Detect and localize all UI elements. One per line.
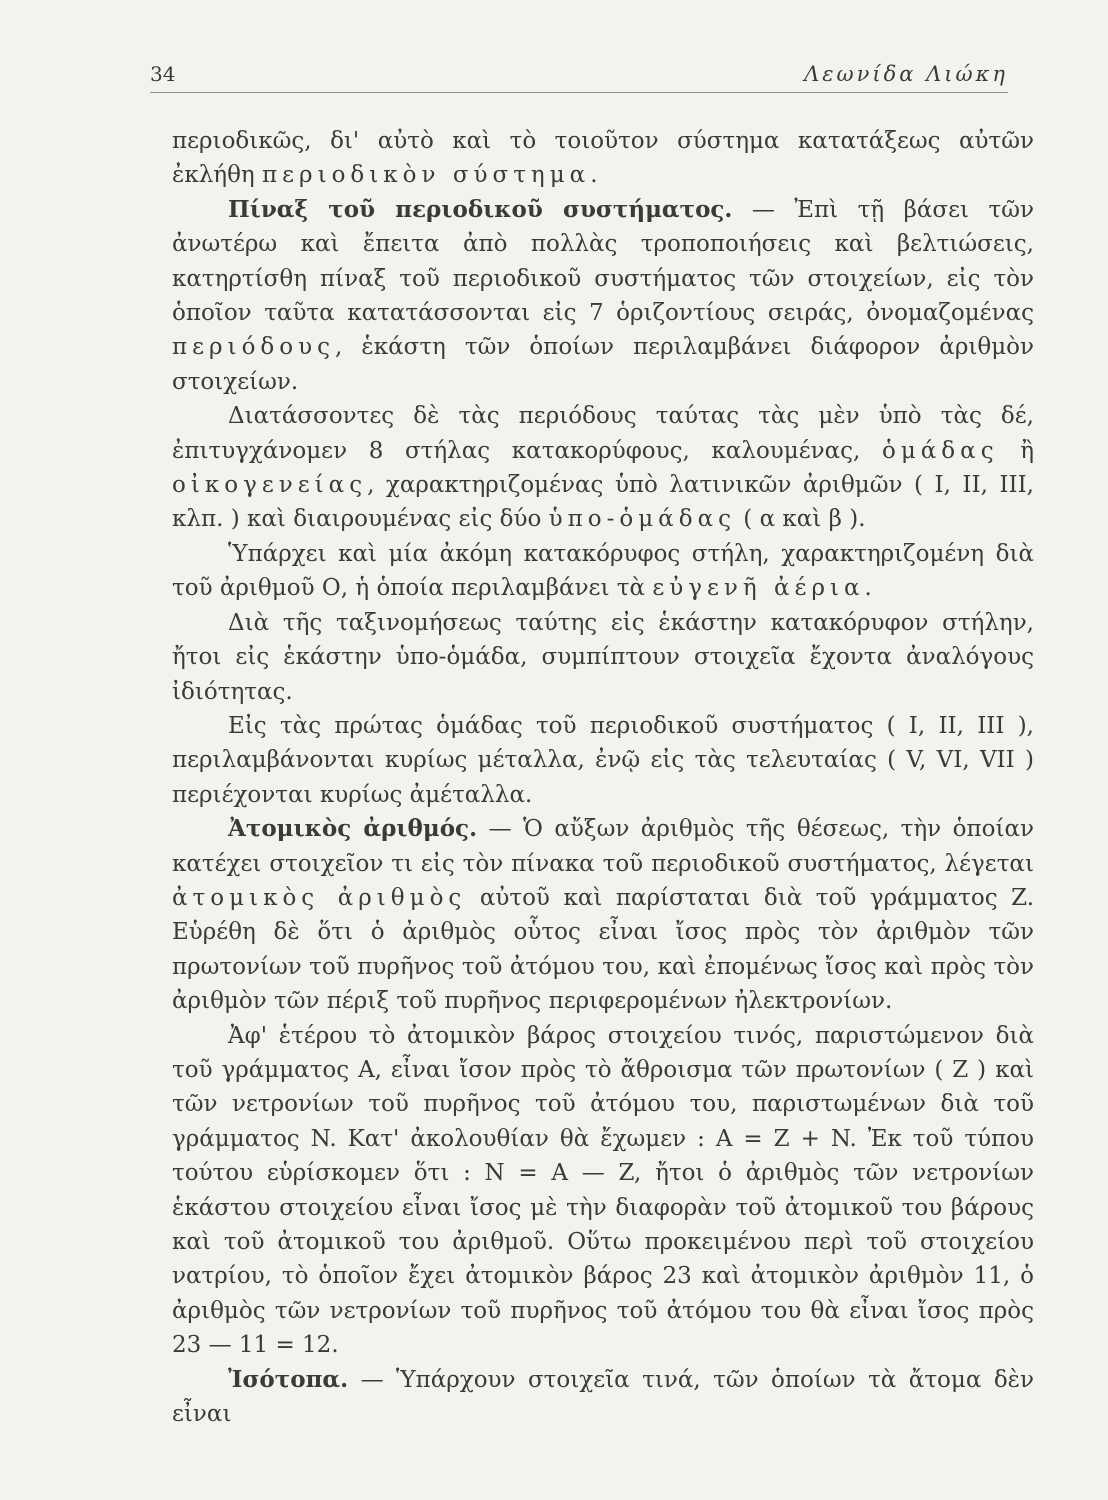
text-span: ἢ — [998, 437, 1034, 464]
text-span: . — [590, 162, 598, 189]
text-span: — Ὁ αὔξων ἀριθμὸς τῆς θέσεως, τὴν ὁποίαν κατέχει στοιχεῖον τι εἰς τὸν πίνακα τοῦ περιοδικοῦ συστήματος, λέγεται — [172, 816, 1034, 877]
paragraph-continuation — [172, 124, 1034, 193]
text-span: . — [864, 575, 872, 602]
spaced-term: ὁμάδας — [881, 437, 999, 464]
text-span: , ἑκάστη τῶν ὁποίων περιλαμβάνει διάφορον ἀριθμὸν στοιχείων. — [172, 334, 1034, 395]
paragraph-atomic-weight: Ἀφ' ἑτέρου τὸ ἀτομικὸν βάρος στοιχείου τινός, παριστώμενον διὰ τοῦ γράμματος A, εἶναι ἴσον πρὸς τὸ ἄθροισμα τῶν πρωτονίων ( Z ) καὶ τῶν νετρονίων τοῦ πυρῆνος τοῦ ἀτόμου του, παριστωμένων διὰ τοῦ γράμματος N. Κατ' ἀκολουθίαν θὰ ἔχωμεν : A = Z + N. Ἐκ τοῦ τύπου τούτου εὑρίσκομεν ὅτι : N = A — Z, ἤτοι ὁ ἀριθμὸς τῶν νετρονίων ἑκάστου στοιχείου εἶναι ἴσος μὲ τὴν διαφορὰν τοῦ ἀτομικοῦ του βάρους καὶ τοῦ ἀτομικοῦ του ἀριθμοῦ. Οὕτω προκειμένου περὶ τοῦ στοιχείου νατρίου, τὸ ὁποῖον ἔχει ἀτομικὸν βάρος 23 καὶ ἀτομικὸν ἀριθμὸν 11, ὁ ἀριθμὸς τῶν νετρονίων τοῦ πυρῆνος τοῦ ἀτόμου του θὰ εἶναι ἴσος πρὸς 23 — 11 = 12. — [172, 1022, 1034, 1359]
text-span: περιοδικῶς, δι' αὐτὸ καὶ τὸ τοιοῦτον σύστημα κατατάξεως αὐτῶν ἐκλήθη — [172, 128, 1034, 189]
text-span: — Ἐπὶ τῇ βάσει τῶν ἀνωτέρω καὶ ἔπειτα ἀπὸ πολλὰς τροποποιήσεις καὶ βελτιώσεις, κατηρτίσθη πίναξ τοῦ περιοδικοῦ συστήματος τῶν στοιχείων, εἰς τὸν ὁποῖον ταῦτα κατατάσσονται εἰς 7 ὁριζοντίους σειράς, ὀνομαζομένας — [172, 196, 1034, 327]
paragraph-periodic-table — [172, 193, 1034, 399]
spaced-term: εὐγενῆ ἀέρια — [652, 575, 865, 602]
text-span: ( α καὶ β ). — [735, 506, 866, 533]
spaced-term: ὑπο-ὁμάδας — [548, 506, 736, 533]
section-heading: Ἰσότοπα. — [228, 1365, 349, 1393]
text-span: Διατάσσοντες δὲ τὰς περιόδους ταύτας τὰς μὲν ὑπὸ τὰς δέ, ἐπιτυγχάνομεν 8 στήλας κατακορύφους, καλουμένας, — [172, 403, 1034, 464]
paragraph-noble-gases — [172, 537, 1034, 606]
paragraph-metals: Εἰς τὰς πρώτας ὁμάδας τοῦ περιοδικοῦ συστήματος ( I, II, III ), περιλαμβάνονται κυρίως μέταλλα, ἐνῷ εἰς τὰς τελευταίας ( V, VI, VII ) περιέχονται κυρίως ἀμέταλλα. — [172, 712, 1034, 808]
paragraph-groups — [172, 399, 1034, 537]
paragraph-classification: Διὰ τῆς ταξινομήσεως ταύτης εἰς ἑκάστην κατακόρυφον στήλην, ἤτοι εἰς ἑκάστην ὑπο-ὁμάδα, συμπίπτουν στοιχεῖα ἔχοντα ἀναλόγους ἰδιότητας. — [172, 609, 1034, 705]
text-span: αὐτοῦ καὶ παρίσταται διὰ τοῦ γράμματος Z. Εὑρέθη δὲ ὅτι ὁ ἀριθμὸς οὗτος εἶναι ἴσος πρὸς τὸν ἀριθμὸν τῶν πρωτονίων τοῦ πυρῆνος τοῦ ἀτόμου του, καὶ ἐπομένως ἴσος καὶ πρὸς τὸν ἀριθμὸν τῶν πέριξ τοῦ πυρῆνος περιφερομένων ἠλεκτρονίων. — [172, 884, 1035, 1015]
page-header — [150, 52, 1008, 93]
section-heading: Ἀτομικὸς ἀριθμός. — [228, 815, 478, 843]
text-span: , χαρακτηριζομένας ὑπὸ λατινικῶν ἀριθμῶν ( I, II, III, κλπ. ) καὶ διαιρουμένας εἰς δύο — [172, 472, 1034, 533]
spaced-term: περιοδικὸν σύστημα — [262, 162, 591, 189]
paragraph-atomic-number — [172, 812, 1034, 1018]
spaced-term: οἰκογενείας — [172, 472, 368, 499]
text-span: Ὑπάρχει καὶ μία ἀκόμη κατακόρυφος στήλη, χαρακτηριζομένη διὰ τοῦ ἀριθμοῦ Ο, ἡ ὁποία περιλαμβάνει τὰ — [172, 540, 1034, 602]
spaced-term: περιόδους — [172, 334, 335, 361]
text-span: — Ὑπάρχουν στοιχεῖα τινά, τῶν ὁποίων τὰ ἄτομα δὲν εἶναι — [172, 1366, 1034, 1428]
section-heading: Πίναξ τοῦ περιοδικοῦ συστήματος. — [228, 195, 733, 223]
page-number: 34 — [150, 62, 176, 86]
running-head: Λεωνίδα Λιώκη — [804, 62, 1008, 86]
spaced-term: ἀτομικὸς ἀριθμὸς — [172, 884, 467, 911]
paragraph-isotopes — [172, 1363, 1034, 1432]
body-text — [172, 124, 1034, 1431]
